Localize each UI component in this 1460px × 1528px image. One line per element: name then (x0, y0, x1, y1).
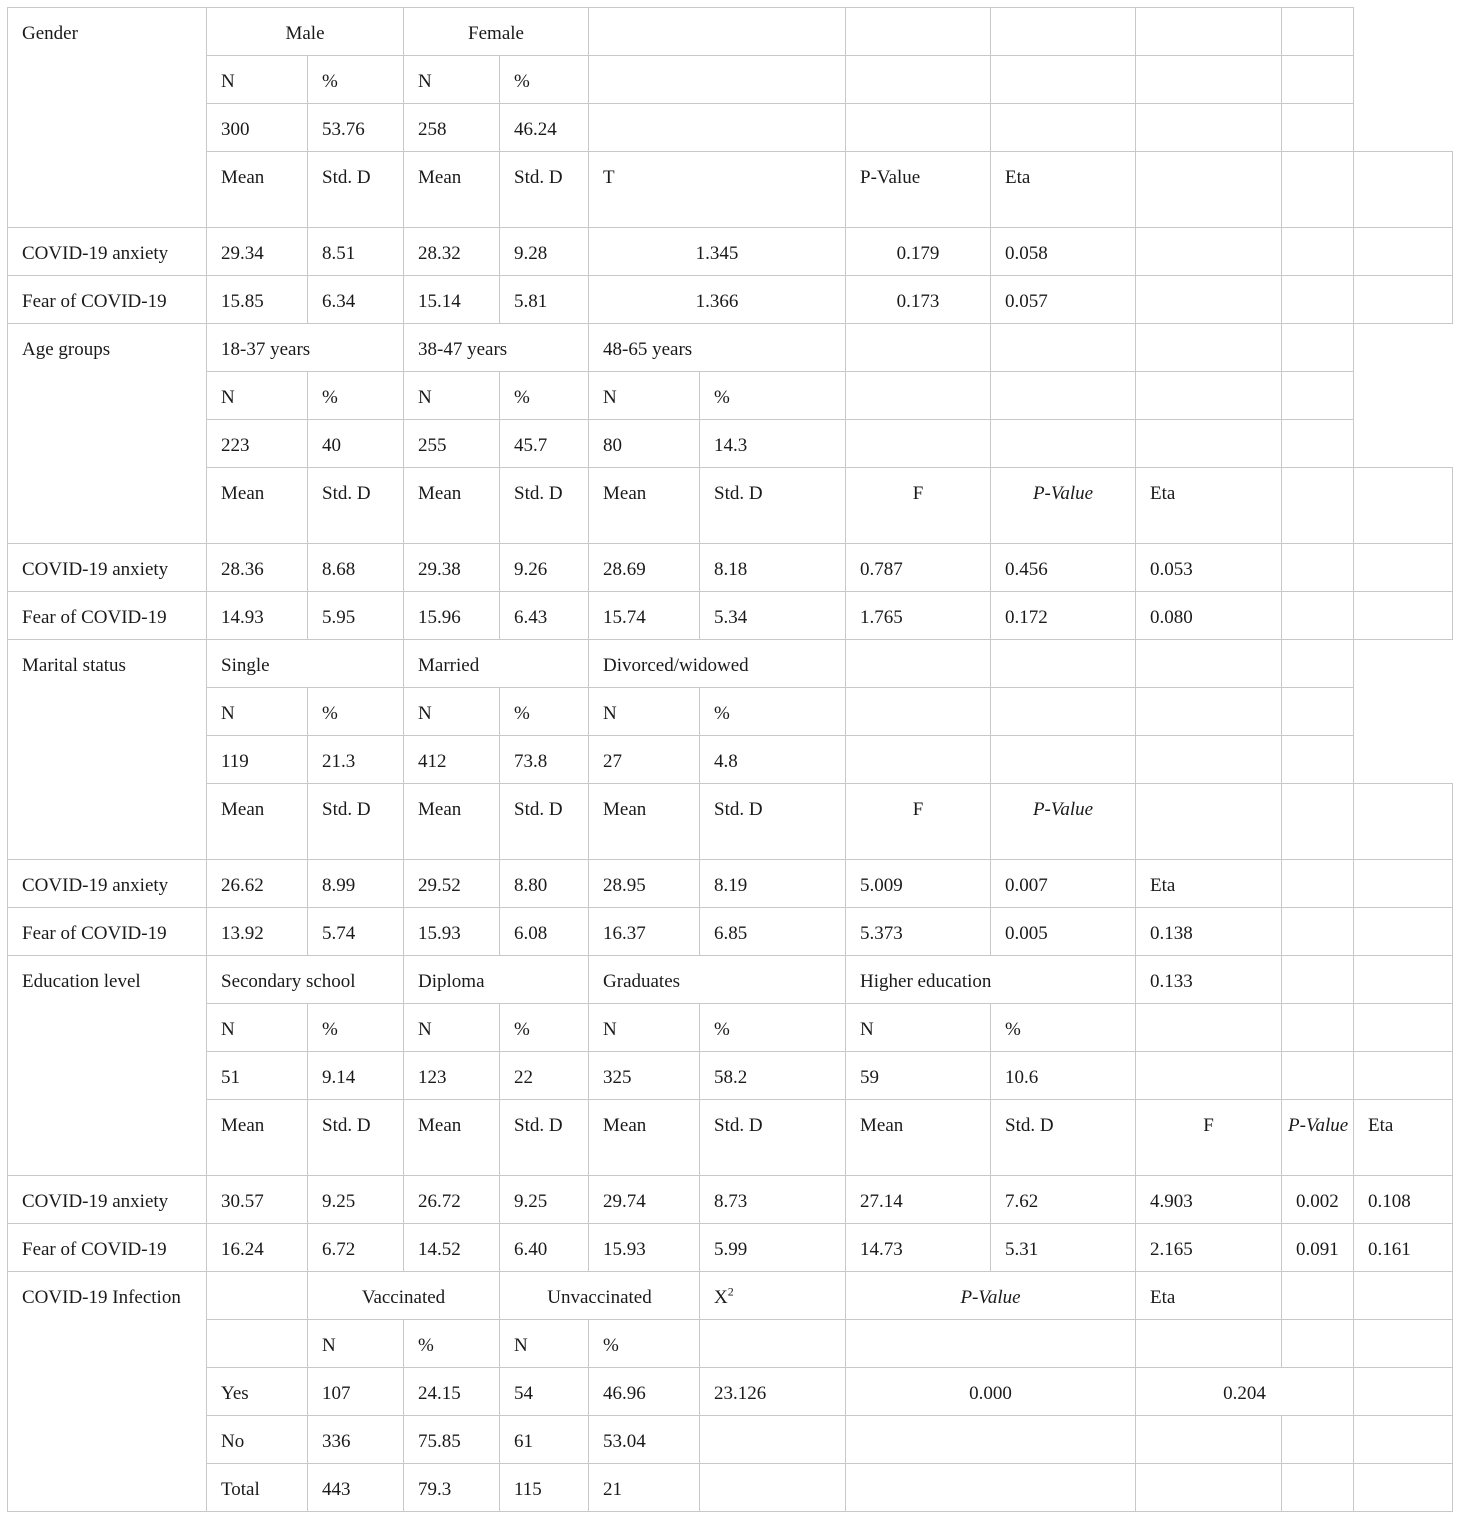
header-std: Std. D (700, 468, 846, 544)
cell-value: 5.95 (308, 592, 404, 640)
cell-value: 5.31 (991, 1224, 1136, 1272)
cell-value: 53.76 (308, 104, 404, 152)
cell-value: 54 (500, 1368, 589, 1416)
header-n: N (207, 372, 308, 420)
table-row (8, 1224, 1453, 1272)
row-label: Total (207, 1464, 308, 1512)
cell-value: 28.95 (589, 860, 700, 908)
header-n: N (308, 1320, 404, 1368)
group-header: Married (404, 640, 589, 688)
header-mean: Mean (589, 784, 700, 860)
table-row (8, 1320, 1453, 1368)
cell-value: 15.14 (404, 276, 500, 324)
cell-value: 443 (308, 1464, 404, 1512)
cell-value: 1.345 (589, 228, 846, 276)
cell-value: 29.52 (404, 860, 500, 908)
header-n: N (404, 688, 500, 736)
cell-value: 6.72 (308, 1224, 404, 1272)
table-row (8, 592, 1453, 640)
cell-value: 115 (500, 1464, 589, 1512)
cell-value: 0.057 (991, 276, 1136, 324)
cell-value: 5.34 (700, 592, 846, 640)
cell-value: 4.903 (1136, 1176, 1282, 1224)
header-n: N (207, 688, 308, 736)
cell-value: 14.93 (207, 592, 308, 640)
cell-value: 255 (404, 420, 500, 468)
header-mean: Mean (207, 468, 308, 544)
cell-value: 8.18 (700, 544, 846, 592)
cell-value: 6.08 (500, 908, 589, 956)
cell-value: 29.74 (589, 1176, 700, 1224)
cell-value: 0.007 (991, 860, 1136, 908)
table-row (8, 1004, 1453, 1052)
table-row (8, 688, 1453, 736)
header-pct: % (308, 372, 404, 420)
cell-value: 6.40 (500, 1224, 589, 1272)
cell-value: 29.34 (207, 228, 308, 276)
header-n: N (207, 1004, 308, 1052)
cell-value: 119 (207, 736, 308, 784)
table-row (8, 1368, 1453, 1416)
table-row (8, 908, 1453, 956)
group-header: 48-65 years (589, 324, 846, 372)
cell-value: 1.765 (846, 592, 991, 640)
cell-value: 9.25 (308, 1176, 404, 1224)
cell-value: 1.366 (589, 276, 846, 324)
cell-value: 79.3 (404, 1464, 500, 1512)
header-n: N (404, 1004, 500, 1052)
group-header: 38-47 years (404, 324, 589, 372)
cell-value: 13.92 (207, 908, 308, 956)
table-container (7, 7, 1453, 1512)
header-pct: % (991, 1004, 1136, 1052)
header-pct: % (404, 1320, 500, 1368)
header-std: Std. D (700, 784, 846, 860)
cell-value: 23.126 (700, 1368, 846, 1416)
header-unvaccinated: Unvaccinated (500, 1272, 700, 1320)
cell-value: 8.51 (308, 228, 404, 276)
cell-value: 107 (308, 1368, 404, 1416)
cell-value: 24.15 (404, 1368, 500, 1416)
row-label: Yes (207, 1368, 308, 1416)
cell-value: 7.62 (991, 1176, 1136, 1224)
table-row (8, 228, 1453, 276)
demographics-table (7, 7, 1453, 1512)
cell-value: 336 (308, 1416, 404, 1464)
x2-superscript: 2 (727, 1284, 734, 1299)
cell-value: 75.85 (404, 1416, 500, 1464)
cell-value: 53.04 (589, 1416, 700, 1464)
table-row (8, 640, 1453, 688)
header-pct: % (500, 56, 589, 104)
header-n: N (404, 372, 500, 420)
table-row (8, 1176, 1453, 1224)
cell-value: 28.36 (207, 544, 308, 592)
x2-label: X (714, 1287, 728, 1308)
header-n: N (589, 1004, 700, 1052)
header-vaccinated: Vaccinated (308, 1272, 500, 1320)
header-std: Std. D (308, 1100, 404, 1176)
table-row (8, 1416, 1453, 1464)
table-row (8, 1272, 1453, 1320)
cell-value: 15.93 (404, 908, 500, 956)
header-pct: % (700, 688, 846, 736)
table-row (8, 276, 1453, 324)
cell-value: 0.002 (1282, 1176, 1354, 1224)
table-row (8, 784, 1453, 860)
cell-value: 9.28 (500, 228, 589, 276)
row-label: COVID-19 anxiety (8, 544, 207, 592)
table-row (8, 1100, 1453, 1176)
table-row (8, 324, 1453, 372)
header-pct: % (308, 56, 404, 104)
header-pct: % (589, 1320, 700, 1368)
group-header: Higher education (846, 956, 1136, 1004)
row-label: COVID-19 anxiety (8, 860, 207, 908)
table-row (8, 736, 1453, 784)
cell-value: 0.080 (1136, 592, 1282, 640)
cell-value: 15.85 (207, 276, 308, 324)
cell-value: 0.133 (1136, 956, 1282, 1004)
row-label: Fear of COVID-19 (8, 276, 207, 324)
header-pct: % (308, 688, 404, 736)
cell-value: 80 (589, 420, 700, 468)
header-eta: Eta (991, 152, 1136, 228)
header-pvalue: P-Value (991, 784, 1136, 860)
cell-value: 0.161 (1354, 1224, 1453, 1272)
table-row (8, 104, 1453, 152)
cell-value: 8.99 (308, 860, 404, 908)
cell-value: 258 (404, 104, 500, 152)
cell-value: 5.373 (846, 908, 991, 956)
header-f: F (846, 468, 991, 544)
group-header: Divorced/widowed (589, 640, 846, 688)
header-n: N (846, 1004, 991, 1052)
header-pct: % (700, 372, 846, 420)
table-row (8, 468, 1453, 544)
group-header: Diploma (404, 956, 589, 1004)
row-label: Fear of COVID-19 (8, 1224, 207, 1272)
cell-value: 61 (500, 1416, 589, 1464)
header-x2 (700, 1272, 846, 1320)
header-n: N (500, 1320, 589, 1368)
row-label: No (207, 1416, 308, 1464)
cell-value: 16.37 (589, 908, 700, 956)
cell-value: 0.787 (846, 544, 991, 592)
header-f: F (1136, 1100, 1282, 1176)
table-row (8, 544, 1453, 592)
cell-value: 27 (589, 736, 700, 784)
header-n: N (589, 688, 700, 736)
cell-value: 9.14 (308, 1052, 404, 1100)
cell-value: 4.8 (700, 736, 846, 784)
cell-value: 8.19 (700, 860, 846, 908)
header-mean: Mean (589, 468, 700, 544)
header-mean: Mean (207, 784, 308, 860)
header-pvalue: P-Value (991, 468, 1136, 544)
header-mean: Mean (207, 1100, 308, 1176)
cell-value: 28.69 (589, 544, 700, 592)
cell-value: 40 (308, 420, 404, 468)
header-mean: Mean (404, 784, 500, 860)
cell-value: 22 (500, 1052, 589, 1100)
header-std: Std. D (991, 1100, 1136, 1176)
header-eta: Eta (1136, 1272, 1282, 1320)
row-label: COVID-19 anxiety (8, 1176, 207, 1224)
header-mean: Mean (207, 152, 308, 228)
section-label-marital: Marital status (8, 640, 207, 860)
cell-value: 325 (589, 1052, 700, 1100)
cell-value: 0.179 (846, 228, 991, 276)
cell-value: 26.72 (404, 1176, 500, 1224)
cell-value: 10.6 (991, 1052, 1136, 1100)
header-std: Std. D (500, 784, 589, 860)
cell-value: 8.68 (308, 544, 404, 592)
header-f: F (846, 784, 991, 860)
header-std: Std. D (308, 784, 404, 860)
cell-value: 51 (207, 1052, 308, 1100)
group-header: 18-37 years (207, 324, 404, 372)
cell-value: 21.3 (308, 736, 404, 784)
header-pct: % (500, 688, 589, 736)
cell-value: 6.43 (500, 592, 589, 640)
cell-value: 15.74 (589, 592, 700, 640)
cell-value: 5.74 (308, 908, 404, 956)
header-pct: % (700, 1004, 846, 1052)
header-mean: Mean (404, 468, 500, 544)
cell-value: 0.108 (1354, 1176, 1453, 1224)
header-std: Std. D (700, 1100, 846, 1176)
table-row (8, 372, 1453, 420)
cell-value: 9.25 (500, 1176, 589, 1224)
table-row (8, 860, 1453, 908)
cell-value: 29.38 (404, 544, 500, 592)
cell-value: 14.73 (846, 1224, 991, 1272)
cell-value: 58.2 (700, 1052, 846, 1100)
cell-value: 5.81 (500, 276, 589, 324)
group-header: Secondary school (207, 956, 404, 1004)
header-n: N (589, 372, 700, 420)
cell-value: 0.138 (1136, 908, 1282, 956)
header-std: Std. D (500, 468, 589, 544)
row-label: Fear of COVID-19 (8, 592, 207, 640)
cell-value: 0.204 (1136, 1368, 1354, 1416)
cell-value: 0.091 (1282, 1224, 1354, 1272)
cell-value: 300 (207, 104, 308, 152)
header-male: Male (207, 8, 404, 56)
header-std: Std. D (500, 1100, 589, 1176)
cell-value: 0.000 (846, 1368, 1136, 1416)
cell-value: 6.85 (700, 908, 846, 956)
header-mean: Mean (404, 152, 500, 228)
cell-value: 26.62 (207, 860, 308, 908)
cell-value: 223 (207, 420, 308, 468)
cell-value: 8.80 (500, 860, 589, 908)
cell-value: 5.009 (846, 860, 991, 908)
cell-value: 0.172 (991, 592, 1136, 640)
cell-value: 15.93 (589, 1224, 700, 1272)
header-pct: % (308, 1004, 404, 1052)
table-row (8, 1052, 1453, 1100)
cell-value: 9.26 (500, 544, 589, 592)
cell-value: 15.96 (404, 592, 500, 640)
section-label-education: Education level (8, 956, 207, 1176)
cell-value: 30.57 (207, 1176, 308, 1224)
header-n: N (404, 56, 500, 104)
header-pvalue: P-Value (1282, 1100, 1354, 1176)
cell-value: 28.32 (404, 228, 500, 276)
cell-value: 0.058 (991, 228, 1136, 276)
group-header: Single (207, 640, 404, 688)
header-mean: Mean (404, 1100, 500, 1176)
cell-value: 123 (404, 1052, 500, 1100)
header-pvalue: P-Value (846, 152, 991, 228)
table-row (8, 56, 1453, 104)
cell-value: 45.7 (500, 420, 589, 468)
header-t: T (589, 152, 846, 228)
header-std: Std. D (308, 152, 404, 228)
table-row (8, 1464, 1453, 1512)
header-n: N (207, 56, 308, 104)
cell-value: 0.456 (991, 544, 1136, 592)
cell-value: 59 (846, 1052, 991, 1100)
cell-value: 14.52 (404, 1224, 500, 1272)
cell-value: 46.96 (589, 1368, 700, 1416)
cell-value: 21 (589, 1464, 700, 1512)
table-row (8, 152, 1453, 228)
cell-value: 46.24 (500, 104, 589, 152)
header-eta: Eta (1354, 1100, 1453, 1176)
row-label: Fear of COVID-19 (8, 908, 207, 956)
header-female: Female (404, 8, 589, 56)
header-eta: Eta (1136, 468, 1282, 544)
cell-value: 16.24 (207, 1224, 308, 1272)
header-std: Std. D (500, 152, 589, 228)
header-std: Std. D (308, 468, 404, 544)
cell-value: 0.005 (991, 908, 1136, 956)
cell-value: 6.34 (308, 276, 404, 324)
cell-value: 73.8 (500, 736, 589, 784)
section-label-infection: COVID-19 Infection (8, 1272, 207, 1512)
cell-value: 412 (404, 736, 500, 784)
table-row (8, 956, 1453, 1004)
header-pct: % (500, 372, 589, 420)
header-pct: % (500, 1004, 589, 1052)
cell-value: 8.73 (700, 1176, 846, 1224)
group-header: Graduates (589, 956, 846, 1004)
cell-value: 27.14 (846, 1176, 991, 1224)
header-mean: Mean (589, 1100, 700, 1176)
section-label-gender: Gender (8, 8, 207, 228)
section-label-age: Age groups (8, 324, 207, 544)
cell-value: 0.053 (1136, 544, 1282, 592)
cell-value: Eta (1136, 860, 1282, 908)
cell-value: 14.3 (700, 420, 846, 468)
row-label: COVID-19 anxiety (8, 228, 207, 276)
cell-value: 0.173 (846, 276, 991, 324)
cell-value: 5.99 (700, 1224, 846, 1272)
table-row (8, 420, 1453, 468)
cell-value: 2.165 (1136, 1224, 1282, 1272)
header-pvalue: P-Value (846, 1272, 1136, 1320)
table-row (8, 8, 1453, 56)
header-mean: Mean (846, 1100, 991, 1176)
